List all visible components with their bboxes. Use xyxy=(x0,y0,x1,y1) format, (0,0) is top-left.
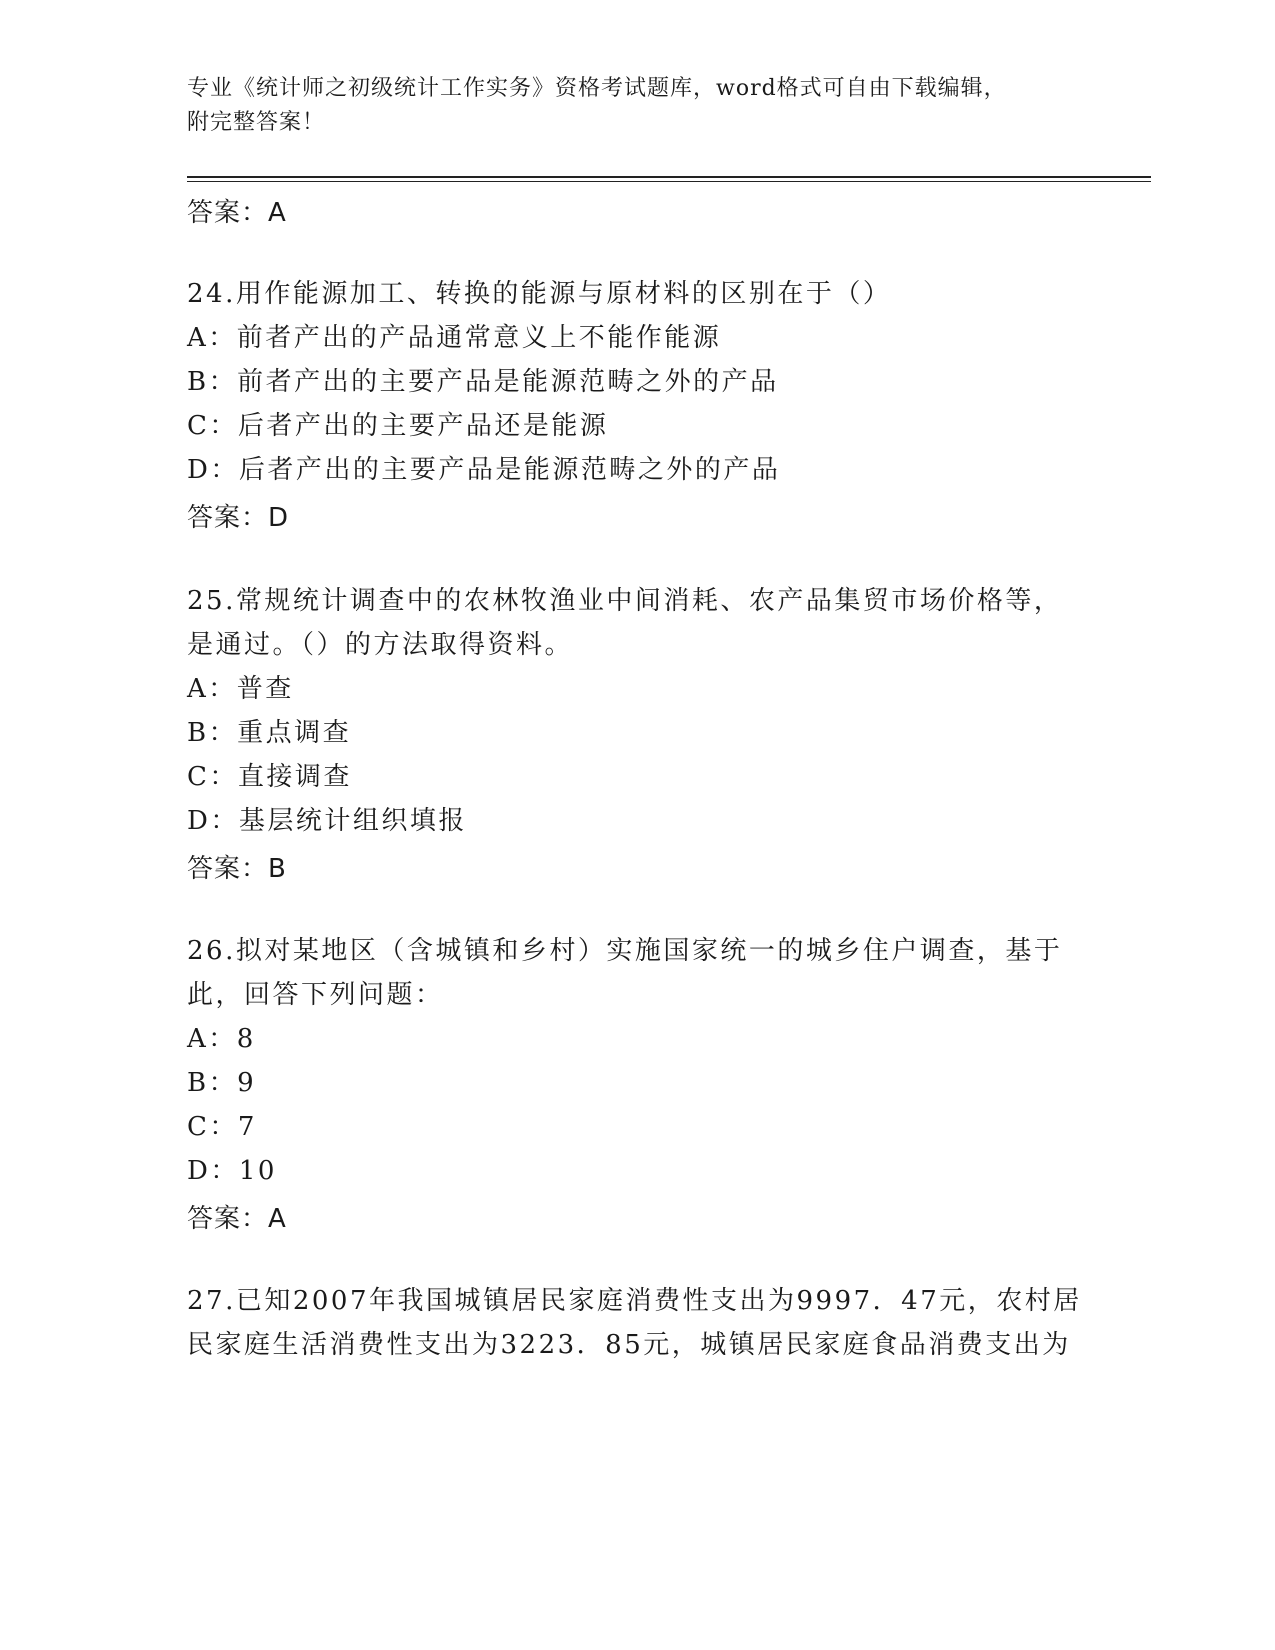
question-26-option-d: D：10 xyxy=(187,1156,277,1186)
header-rule-thick xyxy=(187,176,1151,178)
header-line-1: 专业《统计师之初级统计工作实务》资格考试题库，word格式可自由下载编辑， xyxy=(187,76,1007,101)
question-25-stem-line-1: 25.常规统计调查中的农林牧渔业中间消耗、农产品集贸市场价格等， xyxy=(187,586,1063,616)
document-header xyxy=(187,72,1067,140)
question-24-option-c: C：后者产出的主要产品还是能源 xyxy=(187,411,609,441)
question-24-option-a: A：前者产出的产品通常意义上不能作能源 xyxy=(187,323,722,353)
question-26-option-b: B：9 xyxy=(187,1068,257,1098)
answer-q24: 答案：D xyxy=(187,503,290,533)
question-25-option-a: A：普查 xyxy=(187,674,294,704)
header-line-2: 附完整答案！ xyxy=(187,110,326,135)
answer-q26: 答案：A xyxy=(187,1204,287,1234)
question-25-stem-line-2: 是通过。（）的方法取得资料。 xyxy=(187,630,574,660)
answer-q23: 答案：A xyxy=(187,198,287,228)
question-25-option-b: B：重点调查 xyxy=(187,718,352,748)
question-25-option-d: D：基层统计组织填报 xyxy=(187,806,467,836)
question-24-stem: 24.用作能源加工、转换的能源与原材料的区别在于（） xyxy=(187,279,892,309)
question-26-stem-line-1: 26.拟对某地区（含城镇和乡村）实施国家统一的城乡住户调查，基于 xyxy=(187,936,1063,966)
question-26-option-a: A：8 xyxy=(187,1024,256,1054)
answer-q25: 答案：B xyxy=(187,854,287,884)
question-25-option-c: C：直接调查 xyxy=(187,762,352,792)
question-26-option-c: C：7 xyxy=(187,1112,257,1142)
question-24-option-d: D：后者产出的主要产品是能源范畴之外的产品 xyxy=(187,455,781,485)
header-rule-thin xyxy=(187,181,1151,182)
question-26-stem-line-2: 此，回答下列问题： xyxy=(187,980,444,1010)
question-24-option-b: B：前者产出的主要产品是能源范畴之外的产品 xyxy=(187,367,779,397)
question-27-stem-line-2: 民家庭生活消费性支出为3223．85元，城镇居民家庭食品消费支出为 xyxy=(187,1330,1071,1360)
question-27-stem-line-1: 27.已知2007年我国城镇居民家庭消费性支出为9997．47元，农村居 xyxy=(187,1286,1082,1316)
